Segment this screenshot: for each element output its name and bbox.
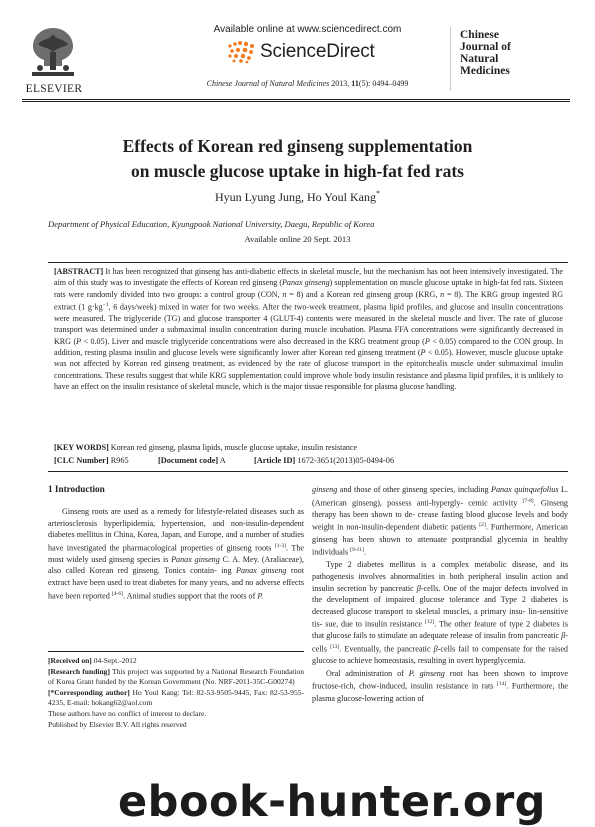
text-run: Oral administration of [326, 668, 409, 678]
header-divider [22, 99, 570, 100]
abstract-segment: < 0.05). However, muscle glucose uptake was not affected by Korean red ginseng treatment, as evidenced by the rate of glucose transport in the epitorchealis muscle under submaximal insulin concentrations. These results suggest that while KRG supplementation could improve whole body insulin resistance and plasma lipid profiles, it is unlikely to have an effect on the insulin resistance of skeletal muscle, which is the major tissue responsible for plasma glucose handling. [54, 348, 564, 392]
abstract-superscript: −1 [102, 302, 109, 309]
citation: [2] [479, 522, 486, 529]
text-run: . Animal studies support that the roots of [123, 591, 258, 601]
authors-names: Hyun Lyung Jung, Ho Youl Kang [214, 190, 376, 204]
text-run: root extract have been used to treat diabetes for many years, and no adverse effects have been reported [48, 566, 304, 601]
article-title [40, 134, 555, 184]
footnote-text: 04-Sept.-2012 [91, 656, 137, 665]
abstract-segment: It has been recognized that ginseng has anti-diabetic effects in skeletal muscle, but the mechanism has not been intensively investigated. The aim of this study was to investigate the effects of Korean red ginseng ( [54, 267, 563, 288]
footnote-label: [Received on] [48, 656, 92, 665]
abstract-segment: P [76, 336, 82, 346]
species-name: P. [257, 591, 264, 601]
watermark: ebook-hunter.org [118, 777, 546, 827]
paragraph [312, 559, 568, 666]
text-run: . Furthermore, the plasma glucose-lowering action of [312, 682, 568, 703]
text-run: root has been shown to improve fructose-rich, chow-induced, insulin resistance in rats [312, 668, 568, 692]
left-column [48, 506, 304, 602]
paragraph [312, 484, 568, 558]
footnote-received [48, 656, 304, 667]
author-list [40, 189, 555, 205]
article-id-value: 1672-3651(2013)05-0494-06 [295, 456, 395, 465]
text-run: . Ginseng therapy has been shown to de- crease fasting blood glucose levels and body weight in non-insulin-dependent diabetic patients [312, 498, 568, 533]
footnote-text: Ho Youl Kang: Tel: 82-53-9505-9445, Fax: 82-53-955-4235, E-mail: hokang62@aol.com [48, 687, 304, 708]
classification-row [54, 456, 563, 465]
sciencedirect-dots-icon [226, 40, 256, 64]
citation: [1-3] [274, 542, 287, 549]
elsevier-tree-logo [24, 22, 82, 80]
abstract-label: [ABSTRACT] [54, 267, 104, 276]
journal-box-line: Medicines [460, 65, 510, 77]
species-name: Panax ginseng [235, 566, 287, 576]
text-run: -cells fail to compensate for the raised glucose to achieve homeostasis, resulting in overt hyperglycemia. [312, 644, 568, 666]
available-online-date: Available online 20 Sept. 2013 [244, 234, 351, 244]
footnote-conflict: These authors have no conflict of interest to declare. [48, 708, 207, 718]
paragraph [312, 668, 568, 704]
clc-number [54, 456, 158, 465]
abstract-box [48, 262, 568, 472]
title-line-2: on muscle glucose uptake in high-fat fed rats [131, 161, 464, 181]
clc-value: R965 [108, 456, 129, 465]
citation: [7-8] [522, 497, 534, 504]
footnote-text: This project was supported by a National Research Foundation of Korea Grant funded by the Korean Government (No. NRF-2011-35C-G00274) [48, 666, 304, 687]
journal-volume: 11 [351, 79, 359, 88]
text-run: . The most widely used ginseng species is [48, 543, 304, 564]
affiliation: Department of Physical Education, Kyungpook National University, Daegu, Republic of Korea [48, 219, 375, 229]
document-code-label: [Document code] [158, 456, 219, 465]
text-run: -cells [312, 631, 568, 654]
text-run: -cells. One of the major defects involved in the development of impaired glucose tolerance and Type 2 diabetes is decreased glucose transport to skeletal muscles, a primary insu- lin-sensitive tis- sue, due to insulin resistance [312, 583, 568, 629]
species-name: P. ginseng [408, 668, 445, 678]
article-id-label: [Article ID] [254, 456, 296, 465]
species-name: ginseng [312, 485, 338, 494]
citation: [14] [497, 681, 507, 688]
journal-year: 2013, [331, 79, 350, 88]
greek-beta: β [416, 583, 421, 593]
abstract-segment: < 0.05). Liver and muscle triglyceride concentrations were also decreased in the KRG treatment group ( [81, 336, 425, 346]
keywords-label: [KEY WORDS] [54, 443, 109, 452]
footnote-published: Published by Elsevier B.V. All rights reserved [48, 719, 187, 729]
citation: [13] [329, 643, 340, 650]
species-name: Panax quinquefolius [491, 485, 559, 494]
text-run: . Eventually, the pancreatic [339, 644, 434, 654]
corresponding-author-mark: * [376, 189, 380, 198]
greek-beta: β [433, 644, 438, 654]
article-id [254, 456, 394, 465]
abstract-segment: n [282, 289, 287, 299]
abstract-segment: = 8) and a Korean red ginseng group (KRG, [286, 289, 441, 299]
footnote-label: [Research funding] [48, 666, 110, 676]
text-run: Type 2 diabetes mellitus is a complex metabolic disease, and its pathogenesis involves abnormalities in both peripheral insulin action and insulin secretion by pancreatic [312, 560, 568, 593]
footnote-label: [*Corresponding author] [48, 687, 130, 697]
document-code-value: A [218, 456, 226, 465]
journal-box-line: Chinese [460, 29, 499, 41]
abstract-segment: ) supplementation on muscle glucose uptake in high-fat fed rats. Sixteen rats were randomly divided into two groups: a control group (CON, [54, 278, 563, 299]
greek-beta: β [561, 631, 566, 641]
sciencedirect-availability: Available online at www.sciencedirect.com [213, 24, 402, 35]
footnote-corresponding [48, 688, 304, 709]
abstract-segment: n [440, 289, 445, 299]
abstract-segment: < 0.05) compared to the CON group. In addition, resting plasma insulin and glucose levels were significantly lower after Korean red ginseng treatment ( [54, 336, 564, 358]
journal-box-line: Journal of [460, 41, 511, 53]
abstract-segment: = 8). The KRG group ingested RG extract (1 g·kg [54, 289, 564, 312]
footnote-funding [48, 667, 304, 688]
abstract-segment: P [424, 336, 430, 346]
abstract-segment: P [420, 348, 426, 358]
text-run: . Furthermore, American ginseng has been shown to attenuate postprandial glycemia in healthy individuals [312, 523, 568, 557]
footnote-divider [48, 651, 304, 652]
journal-citation [150, 79, 465, 88]
text-run: . [363, 547, 366, 557]
clc-label: [CLC Number] [54, 456, 109, 465]
text-run: Ginseng roots are used as a remedy for lifestyle-related diseases such as arteriosclerosis hyperlipidemia, hypertension, and non-insulin-dependent diabetes mellitus in China, Korea, Japan, and Europe, and a number of studies have investigated the pharmacological properties of ginseng roots [48, 507, 304, 553]
keywords-text: Korean red ginseng, plasma lipids, muscle glucose uptake, insulin resistance [108, 443, 358, 452]
journal-name: Chinese Journal of Natural Medicines [206, 79, 330, 88]
text-run: L. (American ginseng), possess anti-hypergly- cemic activity [312, 485, 568, 508]
right-column [312, 484, 568, 704]
paragraph [48, 506, 304, 602]
footnotes [48, 656, 304, 730]
citation: [9-11] [350, 547, 364, 554]
sciencedirect-wordmark: ScienceDirect [260, 41, 375, 62]
title-line-1: Effects of Korean red ginseng supplementation [122, 136, 473, 156]
citation: [12] [424, 619, 435, 626]
section-heading-introduction: 1 Introduction [48, 484, 105, 494]
text-run: and those of other ginseng species, including [337, 485, 492, 494]
citation: [4-6] [111, 590, 124, 597]
header-divider-secondary [22, 101, 570, 102]
keywords [54, 442, 563, 453]
journal-title-box [450, 27, 563, 91]
abstract-text [54, 266, 563, 392]
text-run: C. A. Mey. (Araliaceae), also called Korean red ginseng. Tonics contain- ing [48, 554, 304, 576]
abstract-segment: Panax ginseng [282, 278, 330, 288]
text-run: . The other feature of type 2 diabetes is that glucose fails to stimulate an adequate release of insulin from pancreatic [312, 619, 569, 641]
elsevier-wordmark: ELSEVIER [25, 83, 83, 95]
species-name: Panax ginseng [171, 554, 220, 564]
journal-issue-pages: (5): 0494–0499 [358, 79, 409, 88]
journal-box-line: Natural [460, 53, 499, 65]
sciencedirect-logo [226, 38, 416, 66]
abstract-segment: , 6 days/week) mixed in water for two weeks. After the two-week treatment, plasma lipid profiles, and glucose and insulin concentrations were measured. The triglyceride (TG) and glucose transporter 4 (GLUT-4) contents were measured in the skeletal muscle and liver. The rate of glucose transport was determined under a submaximal insulin concentration during muscle incubation. Plasma FFA concentrations were significantly decreased in KRG ( [54, 302, 563, 346]
document-code [158, 456, 254, 465]
